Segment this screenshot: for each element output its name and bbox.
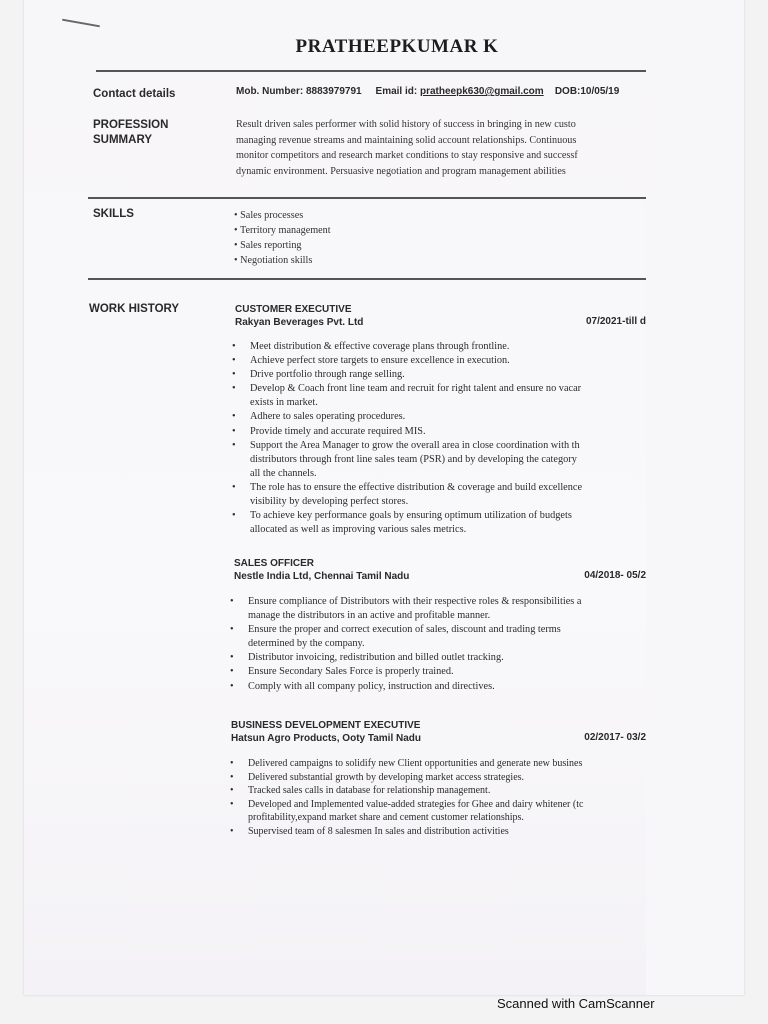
list-item: • Distributor invoicing, redistribution and billed outlet tracking. — [230, 651, 581, 665]
list-item: • Meet distribution & effective coverage plans through frontline. — [232, 340, 582, 354]
list-item: • The role has to ensure the effective distribution & coverage and build excellence visibility by developing perfect stores. — [232, 481, 582, 509]
job-bullets — [232, 340, 582, 537]
job-header — [235, 303, 646, 329]
job-header — [234, 557, 646, 583]
list-item: • Develop & Coach front line team and recruit for right talent and ensure no vacar exists in market. — [232, 382, 582, 410]
job-company: Rakyan Beverages Pvt. Ltd — [235, 317, 364, 328]
list-item: • Comply with all company policy, instruction and directives. — [230, 680, 581, 694]
skill-item: • Territory management — [234, 223, 331, 238]
work-history-heading: WORK HISTORY — [89, 303, 180, 315]
mob-label: Mob. Number: — [236, 86, 304, 97]
email-label: Email id: — [375, 86, 418, 97]
contact-heading: Contact details — [93, 88, 176, 100]
job-bullets — [230, 757, 583, 839]
job-company: Nestle India Ltd, Chennai Tamil Nadu — [234, 571, 410, 582]
contact-line — [236, 86, 619, 97]
dob-value: DOB:10/05/19 — [554, 86, 620, 97]
profession-summary — [236, 117, 656, 179]
camscanner-watermark: Scanned with CamScanner — [497, 996, 655, 1011]
summary-rule — [88, 197, 646, 199]
list-item: • Tracked sales calls in database for relationship management. — [230, 784, 583, 798]
list-item: • Developed and Implemented value-added strategies for Ghee and dairy whitener (tc profitability,expand market share and cement customer relationships. — [230, 798, 583, 825]
profession-heading: PROFESSION SUMMARY — [93, 119, 169, 146]
summary-line: managing revenue streams and maintaining solid account relationships. Continuous — [236, 134, 577, 146]
mob-value: 8883979791 — [306, 86, 362, 97]
summary-line: dynamic environment. Persuasive negotiation and program management abilities — [236, 165, 566, 177]
job-title: BUSINESS DEVELOPMENT EXECUTIVE — [231, 720, 421, 731]
skills-heading: SKILLS — [93, 208, 134, 220]
summary-line: monitor competitors and research market conditions to stay responsive and successf — [236, 150, 578, 161]
skills-rule — [88, 278, 646, 280]
job-header — [231, 719, 646, 745]
skill-item: • Sales reporting — [234, 238, 331, 253]
skills-list — [234, 208, 331, 268]
list-item: • Support the Area Manager to grow the overall area in close coordination with th distributors through front line sales team (PSR) and by developing the category all the channels. — [232, 439, 582, 481]
job-title: CUSTOMER EXECUTIVE — [235, 304, 352, 315]
summary-line: Result driven sales performer with solid history of success in bringing in new custo — [236, 119, 576, 130]
list-item: • Provide timely and accurate required MIS. — [232, 425, 582, 439]
list-item: • Ensure compliance of Distributors with their respective roles & responsibilities a manage the distributors in an active and profitable manner. — [230, 595, 581, 623]
list-item: • To achieve key performance goals by ensuring optimum utilization of budgets allocated as well as improving various sales metrics. — [232, 509, 582, 537]
job-dates: 07/2021-till d — [585, 316, 646, 327]
job-dates: 04/2018- 05/2 — [584, 570, 646, 581]
header-rule — [96, 70, 646, 72]
job-title: SALES OFFICER — [234, 558, 315, 569]
list-item: • Achieve perfect store targets to ensure excellence in execution. — [232, 354, 582, 368]
list-item: • Drive portfolio through range selling. — [232, 368, 582, 382]
job-company: Hatsun Agro Products, Ooty Tamil Nadu — [231, 733, 422, 744]
page-right-edge — [646, 0, 744, 995]
job-bullets — [230, 595, 581, 694]
list-item: • Delivered substantial growth by developing market access strategies. — [230, 771, 583, 785]
list-item: • Ensure Secondary Sales Force is properly trained. — [230, 665, 581, 679]
list-item: • Adhere to sales operating procedures. — [232, 410, 582, 424]
list-item: • Ensure the proper and correct execution of sales, discount and trading terms determined by the company. — [230, 623, 581, 651]
skill-item: • Negotiation skills — [234, 253, 331, 268]
email-link[interactable]: pratheepk630@gmail.com — [420, 86, 544, 97]
list-item: • Supervised team of 8 salesmen In sales and distribution activities — [230, 825, 583, 839]
skill-item: • Sales processes — [234, 208, 331, 223]
candidate-name: PRATHEEPKUMAR K — [295, 36, 499, 57]
job-dates: 02/2017- 03/2 — [584, 732, 646, 743]
list-item: • Delivered campaigns to solidify new Client opportunities and generate new busines — [230, 757, 583, 771]
